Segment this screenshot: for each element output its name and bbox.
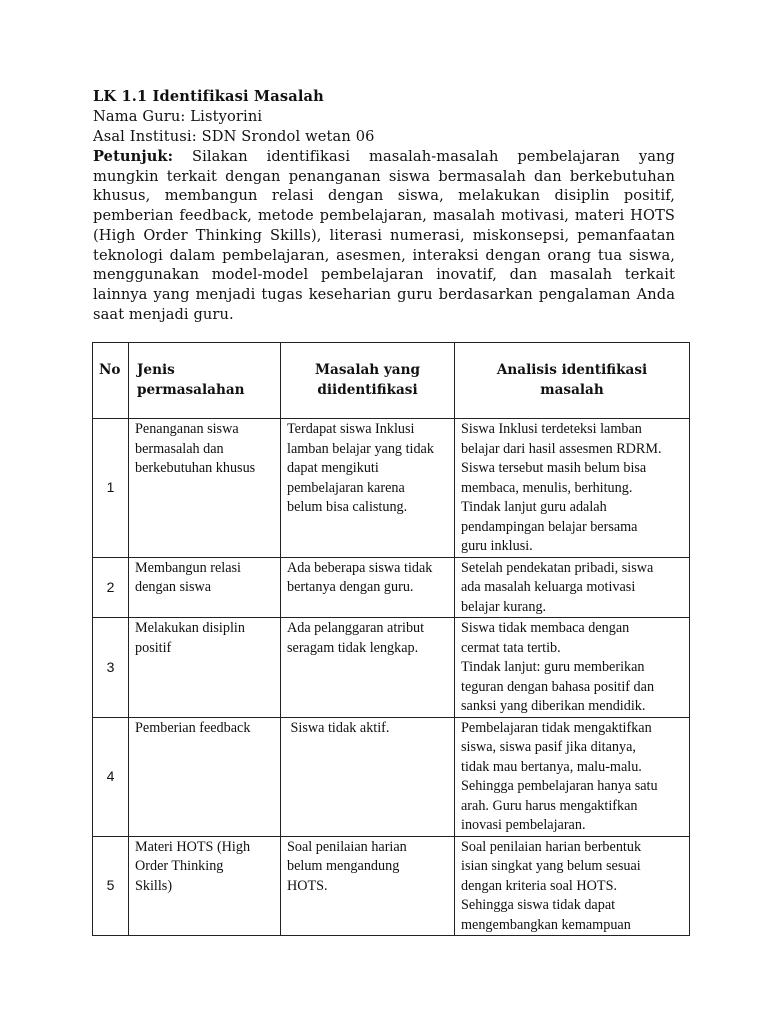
table-row xyxy=(93,836,690,936)
row-number: 1 xyxy=(93,419,129,558)
cell-line: bermasalah dan xyxy=(135,440,224,457)
cell-line: inovasi pembelajaran. xyxy=(461,817,586,833)
worksheet-header xyxy=(93,87,675,324)
table-header-row xyxy=(93,343,690,419)
cell-line: Siswa tidak aktif. xyxy=(287,719,390,736)
cell-line: belajar kurang. xyxy=(461,598,547,615)
cell-line: Ada pelanggaran atribut xyxy=(287,620,425,636)
cell-problem-type xyxy=(129,836,281,936)
header-problem-type xyxy=(129,343,281,419)
cell-line: Tindak lanjut: guru memberikan xyxy=(461,659,645,675)
cell-line: Membangun relasi xyxy=(135,559,241,576)
cell-line: bertanya dengan guru. xyxy=(287,579,414,595)
instruction-line: lainnya yang menjadi tugas keseharian guru berdasarkan pengalaman Anda xyxy=(93,285,675,303)
cell-line: Skills) xyxy=(135,877,173,894)
cell-line: pendampingan belajar bersama xyxy=(461,518,638,535)
cell-line: Pembelajaran tidak mengaktifkan xyxy=(461,719,652,736)
row-number: 4 xyxy=(93,717,129,836)
cell-line: membaca, menulis, berhitung. xyxy=(461,479,633,496)
cell-line: Order Thinking xyxy=(135,858,224,874)
cell-analysis xyxy=(455,557,690,618)
cell-line: belum bisa calistung. xyxy=(287,499,408,515)
problem-identification-table xyxy=(92,342,690,936)
header-analysis xyxy=(455,343,690,419)
cell-identified-problem xyxy=(281,557,455,618)
cell-line: Tindak lanjut guru adalah xyxy=(461,499,607,515)
header-analysis-line: masalah xyxy=(540,382,604,398)
cell-line: dengan siswa xyxy=(135,579,212,595)
instructions-paragraph xyxy=(93,147,675,324)
table-row xyxy=(93,419,690,558)
cell-line: tidak mau bertanya, malu-malu. xyxy=(461,758,642,775)
cell-line: Penanganan siswa xyxy=(135,421,239,437)
cell-line: Sehingga pembelajaran hanya satu xyxy=(461,778,658,794)
cell-analysis xyxy=(455,618,690,718)
cell-line: Materi HOTS (High xyxy=(135,838,251,855)
cell-line: Pemberian feedback xyxy=(135,719,251,736)
cell-line: Soal penilaian harian berbentuk xyxy=(461,838,642,855)
cell-line: arah. Guru harus mengaktifkan xyxy=(461,797,638,814)
cell-line: positif xyxy=(135,639,172,656)
instruction-line: (High Order Thinking Skills), literasi numerasi, miskonsepsi, pemanfaatan xyxy=(93,226,675,244)
header-analysis-line: Analisis identifikasi xyxy=(496,362,648,378)
cell-line: Siswa tidak membaca dengan xyxy=(461,620,630,636)
cell-line: berkebutuhan khusus xyxy=(135,460,256,476)
instruction-line: teknologi dalam pembelajaran, asesmen, interaksi dengan orang tua siswa, xyxy=(93,246,675,264)
cell-line: sanksi yang diberikan mendidik. xyxy=(461,698,646,714)
institution-name: Asal Institusi: SDN Srondol wetan 06 xyxy=(93,128,375,145)
cell-line: Terdapat siswa Inklusi xyxy=(287,421,415,437)
cell-line: Melakukan disiplin xyxy=(135,620,245,636)
cell-line: dengan kriteria soal HOTS. xyxy=(461,877,618,894)
teacher-name: Nama Guru: Listyorini xyxy=(93,108,263,125)
cell-line: mengembangkan kemampuan xyxy=(461,916,631,933)
cell-analysis xyxy=(455,717,690,836)
row-number: 2 xyxy=(93,557,129,618)
header-problem-type-line: permasalahan xyxy=(137,382,245,398)
cell-line: belum mengandung xyxy=(287,858,400,874)
cell-analysis xyxy=(455,836,690,936)
cell-line: cermat tata tertib. xyxy=(461,639,561,656)
header-identified-problem-line: Masalah yang xyxy=(315,362,420,378)
cell-line: Ada beberapa siswa tidak xyxy=(287,559,433,576)
instructions-label: Petunjuk: xyxy=(93,148,174,165)
instruction-line: menggunakan model-model pembelajaran inovatif, dan masalah terkait xyxy=(93,266,675,284)
cell-line: belajar dari hasil assesmen RDRM. xyxy=(461,440,662,457)
row-number: 5 xyxy=(93,836,129,936)
cell-line: ada masalah keluarga motivasi xyxy=(461,579,636,595)
cell-problem-type xyxy=(129,618,281,718)
cell-line: Sehingga siswa tidak dapat xyxy=(461,897,616,913)
cell-line: siswa, siswa pasif jika ditanya, xyxy=(461,739,636,755)
instruction-text: Silakan identifikasi masalah-masalah pembelajaran yang xyxy=(192,148,675,165)
cell-line: guru inklusi. xyxy=(461,538,533,554)
instruction-line: khusus, membangun relasi dengan siswa, melakukan disiplin positif, xyxy=(93,187,675,205)
header-identified-problem xyxy=(281,343,455,419)
table-row xyxy=(93,717,690,836)
cell-identified-problem xyxy=(281,717,455,836)
cell-analysis xyxy=(455,419,690,558)
row-number: 3 xyxy=(93,618,129,718)
cell-problem-type xyxy=(129,419,281,558)
instruction-line: pemberian feedback, metode pembelajaran, masalah motivasi, materi HOTS xyxy=(93,207,675,225)
cell-identified-problem xyxy=(281,618,455,718)
cell-identified-problem xyxy=(281,836,455,936)
cell-line: Siswa Inklusi terdeteksi lamban xyxy=(461,421,642,437)
worksheet-title: LK 1.1 Identifikasi Masalah xyxy=(93,88,324,105)
cell-line: dapat mengikuti xyxy=(287,460,379,476)
cell-problem-type xyxy=(129,717,281,836)
cell-line: isian singkat yang belum sesuai xyxy=(461,858,641,874)
instruction-line xyxy=(93,147,675,167)
instruction-line: mungkin terkait dengan penanganan siswa bermasalah dan berkebutuhan xyxy=(93,167,675,185)
cell-line: Soal penilaian harian xyxy=(287,838,407,855)
cell-line: pembelajaran karena xyxy=(287,479,405,496)
header-no: No xyxy=(93,343,129,419)
cell-line: teguran dengan bahasa positif dan xyxy=(461,678,655,695)
cell-line: lamban belajar yang tidak xyxy=(287,440,434,457)
cell-line: seragam tidak lengkap. xyxy=(287,639,419,656)
cell-line: Siswa tersebut masih belum bisa xyxy=(461,460,647,476)
header-problem-type-line: Jenis xyxy=(137,362,175,378)
cell-line: Setelah pendekatan pribadi, siswa xyxy=(461,559,654,576)
table-row xyxy=(93,618,690,718)
table-row xyxy=(93,557,690,618)
header-identified-problem-line: diidentifikasi xyxy=(317,382,418,398)
cell-identified-problem xyxy=(281,419,455,558)
instruction-line: saat menjadi guru. xyxy=(93,305,234,323)
cell-problem-type xyxy=(129,557,281,618)
cell-line: HOTS. xyxy=(287,877,328,894)
